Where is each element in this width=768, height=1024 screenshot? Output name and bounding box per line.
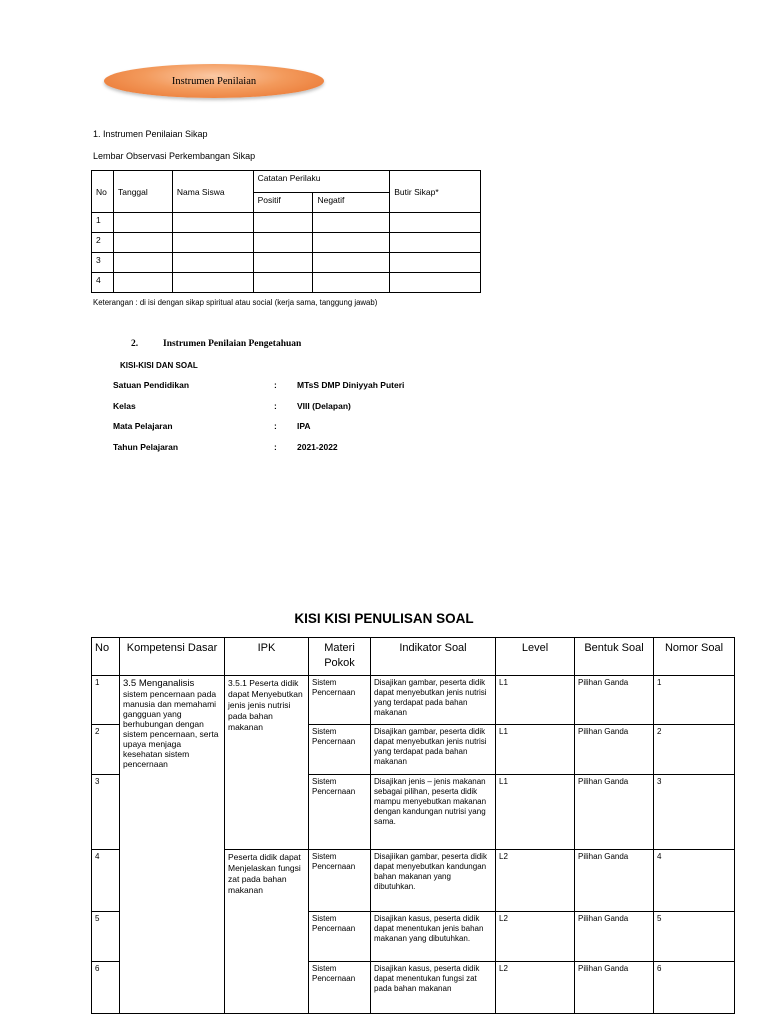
row-number: 4 [92, 273, 114, 293]
row-bentuk: Pilihan Ganda [575, 850, 654, 912]
row-nomor: 3 [654, 775, 735, 850]
col-tanggal: Tanggal [113, 171, 172, 213]
col-positif: Positif [253, 193, 313, 213]
header-kd: Kompetensi Dasar [120, 638, 225, 676]
row-no: 3 [92, 775, 120, 850]
kisi-title: KISI KISI PENULISAN SOAL [294, 611, 474, 626]
row-nomor: 5 [654, 912, 735, 962]
ipk-1: 3.5.1 Peserta didik dapat Menyebutkan jenis jenis nutrisi pada bahan makanan [225, 676, 309, 850]
section1-subheading: Lembar Observasi Perkembangan Sikap [93, 151, 256, 161]
kisi-table [91, 637, 735, 1014]
header-ipk: IPK [225, 638, 309, 676]
row-indikator: Disajikan kasus, peserta didik dapat menentukan jenis bahan makanan yang dibutuhkan. [371, 912, 496, 962]
ipk-2: Peserta didik dapat Menjelaskan fungsi zat pada bahan makanan [225, 850, 309, 1014]
identity-sep: : [274, 442, 277, 452]
row-nomor: 4 [654, 850, 735, 912]
kd-first-line: 3.5 Menganalisis [123, 678, 195, 689]
row-no: 1 [92, 676, 120, 725]
row-no: 6 [92, 962, 120, 1014]
row-indikator: Disajiikan gambar, peserta didik dapat menyebutkan kandungan bahan makanan yang dibutuhkan. [371, 850, 496, 912]
identity-value: VIII (Delapan) [297, 401, 351, 411]
row-no: 2 [92, 725, 120, 775]
header-title: Instrumen Penilaian [171, 75, 257, 87]
row-materi: Sistem Pencernaan [309, 962, 371, 1014]
row-number: 2 [92, 233, 114, 253]
section1-note: Keterangan : di isi dengan sikap spiritual atau social (kerja sama, tanggung jawab) [93, 298, 378, 307]
row-number: 1 [92, 213, 114, 233]
row-nomor: 2 [654, 725, 735, 775]
section2-number: 2. [131, 339, 139, 349]
row-materi: Sistem Pencernaan [309, 850, 371, 912]
kisi-label: KISI-KISI DAN SOAL [120, 361, 198, 370]
identity-label: Satuan Pendidikan [113, 380, 190, 390]
row-no: 4 [92, 850, 120, 912]
section2-heading: Instrumen Penilaian Pengetahuan [163, 339, 302, 349]
identity-value: IPA [297, 421, 311, 431]
table-row [92, 676, 735, 725]
section1-heading: 1. Instrumen Penilaian Sikap [93, 129, 208, 139]
row-indikator: Disajikan gambar, peserta didik dapat menyebutkan jenis nutrisi yang terdapat pada bahan makanan [371, 676, 496, 725]
kd-text: sistem pencernaan pada manusia dan memahami gangguan yang berhubungan dengan sistem pencernaan, serta upaya menjaga kesehatan sistem pencernaan [123, 689, 219, 769]
table-row [92, 233, 481, 253]
row-indikator: Disajikan gambar, peserta didik dapat menyebutkan jenis nutrisi yang terdapat pada bahan makanan [371, 725, 496, 775]
kompetensi-dasar [120, 676, 225, 1014]
row-number: 3 [92, 253, 114, 273]
row-bentuk: Pilihan Ganda [575, 775, 654, 850]
row-materi: Sistem Pencernaan [309, 725, 371, 775]
header-oval [104, 64, 324, 98]
row-no: 5 [92, 912, 120, 962]
col-no: No [92, 171, 114, 213]
col-catatan-perilaku: Catatan Perilaku [253, 171, 390, 193]
header-level: Level [496, 638, 575, 676]
table-row [92, 213, 481, 233]
table-row [92, 253, 481, 273]
row-level: L1 [496, 775, 575, 850]
row-bentuk: Pilihan Ganda [575, 676, 654, 725]
identity-label: Kelas [113, 401, 136, 411]
header-materi: Materi Pokok [309, 638, 371, 676]
row-level: L2 [496, 962, 575, 1014]
row-materi: Sistem Pencernaan [309, 775, 371, 850]
header-indikator: Indikator Soal [371, 638, 496, 676]
col-nama-siswa: Nama Siswa [172, 171, 253, 213]
identity-sep: : [274, 380, 277, 390]
row-indikator: Disajikan kasus, peserta didik dapat menentukan fungsi zat pada bahan makanan [371, 962, 496, 1014]
row-indikator: Disajikan jenis – jenis makanan sebagai pilihan, peserta didik mampu menyebutkan makanan dengan kandungan nutrisi yang sama. [371, 775, 496, 850]
identity-value: MTsS DMP Diniyyah Puteri [297, 380, 405, 390]
row-nomor: 6 [654, 962, 735, 1014]
row-level: L2 [496, 850, 575, 912]
row-level: L2 [496, 912, 575, 962]
table-row [92, 273, 481, 293]
identity-label: Mata Pelajaran [113, 421, 173, 431]
identity-label: Tahun Pelajaran [113, 442, 179, 452]
header-bentuk: Bentuk Soal [575, 638, 654, 676]
row-bentuk: Pilihan Ganda [575, 725, 654, 775]
row-materi: Sistem Pencernaan [309, 676, 371, 725]
identity-sep: : [274, 401, 277, 411]
identity-sep: : [274, 421, 277, 431]
identity-value: 2021-2022 [297, 442, 338, 452]
col-negatif: Negatif [313, 193, 390, 213]
attitude-table [91, 170, 481, 293]
row-bentuk: Pilihan Ganda [575, 912, 654, 962]
header-nomor: Nomor Soal [654, 638, 735, 676]
row-level: L1 [496, 676, 575, 725]
row-materi: Sistem Pencernaan [309, 912, 371, 962]
row-level: L1 [496, 725, 575, 775]
col-butir-sikap: Butir Sikap* [390, 171, 481, 213]
header-no: No [92, 638, 120, 676]
row-bentuk: Pilihan Ganda [575, 962, 654, 1014]
row-nomor: 1 [654, 676, 735, 725]
